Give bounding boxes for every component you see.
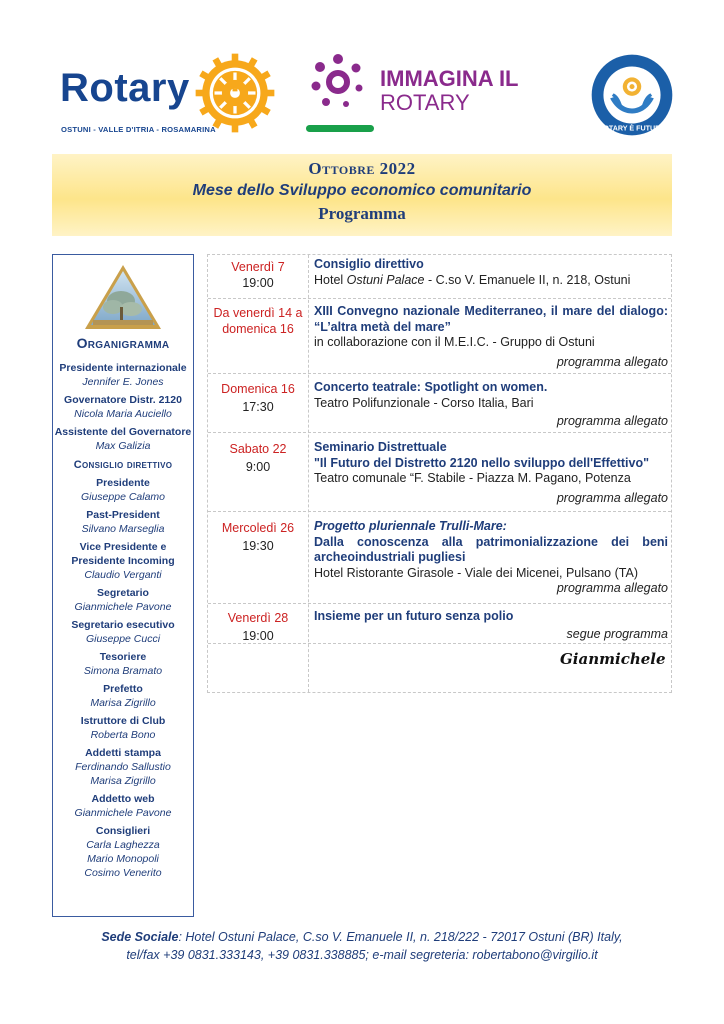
- event-place: Teatro comunale “F. Stabile - Piazza M. Pagano, Potenza: [314, 471, 631, 485]
- role-person-name: Cosimo Venerito: [84, 867, 162, 879]
- event-row: [208, 516, 671, 602]
- event-details: [314, 519, 668, 597]
- role-title: Past-President: [86, 509, 160, 521]
- row-divider: [208, 298, 671, 299]
- role-entry: [53, 792, 193, 820]
- role-person-name: Jennifer E. Jones: [82, 376, 164, 388]
- role-title: Tesoriere: [99, 651, 147, 663]
- role-entry: [53, 393, 193, 421]
- role-entry: [53, 586, 193, 614]
- event-details: [314, 257, 668, 288]
- role-entry: [53, 746, 193, 788]
- organigram-title: Organigramma: [76, 335, 170, 351]
- event-place: Teatro Polifunzionale - Corso Italia, Bari: [314, 395, 534, 410]
- rotary-club-logo: [60, 52, 280, 138]
- role-entry: [53, 425, 193, 453]
- role-entry: [53, 476, 193, 504]
- month-theme: Mese dello Sviluppo economico comunitario: [192, 182, 532, 199]
- imagine-dots-icon: [306, 50, 370, 114]
- imagine-line2: ROTARY: [380, 90, 470, 115]
- event-row: [208, 255, 671, 295]
- rotary-wheel-icon: [194, 52, 276, 134]
- role-entry: [53, 824, 193, 880]
- event-row: [208, 377, 671, 431]
- event-details: [314, 304, 668, 370]
- governor-badge-icon: [590, 53, 674, 137]
- role-person-name: Roberta Bono: [90, 729, 156, 741]
- role-title: Assistente del Governatore: [54, 426, 192, 438]
- event-project: Progetto pluriennale Trulli-Mare:: [314, 519, 507, 533]
- role-title: Addetti stampa: [85, 747, 161, 759]
- event-title: Dalla conoscenza alla patrimonializzazione dei beni archeoindustriali pugliesi: [314, 534, 668, 564]
- role-person-name: Giuseppe Calamo: [80, 491, 166, 503]
- event-title: Consiglio direttivo: [314, 257, 424, 271]
- signature: Gianmichele: [560, 650, 666, 668]
- row-divider: [208, 603, 671, 604]
- role-title: Segretario: [97, 587, 149, 599]
- event-place: Hotel Ostuni Palace - C.so V. Emanuele II, n. 218, Ostuni: [314, 272, 631, 287]
- imagine-green-bar: [306, 125, 374, 132]
- event-title-line2: "Il Futuro del Distretto 2120 nello sviluppo dell'Effettivo": [314, 455, 650, 470]
- events-table: [207, 254, 672, 693]
- role-title: Consiglieri: [95, 825, 151, 837]
- program-title: Programma: [318, 204, 406, 223]
- event-day: Mercoledì 26: [221, 521, 295, 535]
- role-title: Presidente: [96, 477, 150, 489]
- role-entry: [53, 682, 193, 710]
- role-title: Presidente internazionale: [59, 362, 187, 374]
- role-entry: [53, 508, 193, 536]
- event-time: 17:30: [242, 400, 274, 414]
- imagine-line1: IMMAGINA IL: [380, 66, 519, 91]
- event-row: [208, 437, 671, 509]
- event-note: programma allegato: [556, 490, 668, 505]
- role-person-name: Ferdinando Sallustio: [75, 761, 171, 773]
- event-note: programma allegato: [556, 414, 668, 428]
- role-entry: [53, 540, 193, 582]
- event-title: XIII Convegno nazionale Mediterraneo, il mare del dialogo: “L’altra metà del mare”: [314, 304, 668, 334]
- role-title: Governatore Distr. 2120: [64, 394, 182, 406]
- event-day: Venerdì 7: [231, 260, 285, 274]
- event-time: 19:00: [242, 629, 274, 643]
- role-title: Segretario esecutivo: [71, 619, 175, 631]
- row-divider: [208, 432, 671, 433]
- imagine-rotary-logo: [306, 50, 556, 136]
- row-divider: [208, 511, 671, 512]
- role-title: Prefetto: [103, 683, 143, 695]
- footer-address: [0, 928, 724, 964]
- event-day: Da venerdì 14 a domenica 16: [213, 306, 303, 336]
- role-person-name: Claudio Verganti: [84, 569, 162, 581]
- event-row: [208, 607, 671, 643]
- role-title: Vice Presidente e Presidente Incoming: [71, 541, 175, 567]
- footer-label: Sede Sociale: [101, 930, 179, 944]
- event-day: Domenica 16: [221, 382, 295, 396]
- footer-address-line: : Hotel Ostuni Palace, C.so V. Emanuele II, n. 218/222 - 72017 Ostuni (BR) Italy,: [178, 930, 623, 944]
- event-details: [314, 440, 668, 506]
- role-person-name: Marisa Zigrillo: [90, 775, 156, 787]
- organigram-sidebar: [52, 254, 194, 917]
- event-place: Hotel Ristorante Girasole - Viale dei Micenei, Pulsano (TA): [314, 565, 638, 580]
- role-person-name: Carla Laghezza: [86, 839, 160, 851]
- role-person-name: Mario Monopoli: [87, 853, 159, 865]
- role-person-name: Nicola Maria Auciello: [74, 408, 172, 420]
- event-time: 19:00: [242, 276, 274, 290]
- event-day: Sabato 22: [229, 442, 287, 456]
- event-time: 19:30: [242, 539, 274, 553]
- event-title: Concerto teatrale: Spotlight on women.: [314, 380, 548, 394]
- role-person-name: Gianmichele Pavone: [74, 807, 172, 819]
- event-note: programma allegato: [556, 581, 668, 595]
- event-day: Venerdì 28: [227, 611, 289, 625]
- board-heading: Consiglio direttivo: [73, 459, 173, 471]
- role-title: Addetto web: [91, 793, 155, 805]
- role-person-name: Simona Bramato: [83, 665, 163, 677]
- role-person-name: Max Galizia: [95, 440, 151, 452]
- role-title: Istruttore di Club: [80, 715, 166, 727]
- role-person-name: Silvano Marseglia: [81, 523, 165, 535]
- role-entry: [53, 618, 193, 646]
- trulli-pyramid-icon: [83, 263, 163, 331]
- role-entry: [53, 361, 193, 389]
- month-title: Ottobre 2022: [308, 159, 416, 178]
- event-title: Seminario Distrettuale: [314, 440, 447, 454]
- title-banner: [52, 154, 672, 236]
- rotary-wordmark: Rotary: [60, 66, 190, 110]
- role-person-name: Gianmichele Pavone: [74, 601, 172, 613]
- row-divider: [208, 373, 671, 374]
- club-subtitle: OSTUNI - VALLE D'ITRIA - ROSAMARINA: [61, 125, 216, 134]
- badge-motto: ROTARY È FUTURO: [598, 124, 666, 133]
- role-person-name: Marisa Zigrillo: [90, 697, 156, 709]
- event-details: [314, 380, 668, 430]
- event-row: [208, 301, 671, 371]
- event-place: in collaborazione con il M.E.I.C. - Gruppo di Ostuni: [314, 335, 595, 349]
- event-note: programma allegato: [556, 354, 668, 369]
- row-divider: [208, 643, 671, 644]
- event-title: Insieme per un futuro senza polio: [314, 609, 514, 623]
- footer-contacts: tel/fax +39 0831.333143, +39 0831.338885; e-mail segreteria: robertabono@virgilio.it: [126, 948, 598, 962]
- role-person-name: Giuseppe Cucci: [85, 633, 161, 645]
- event-details: [314, 609, 668, 642]
- event-time: 9:00: [245, 460, 271, 474]
- role-entry: [53, 650, 193, 678]
- role-entry: [53, 714, 193, 742]
- role-list: [53, 361, 193, 884]
- event-note: segue programma: [566, 626, 668, 641]
